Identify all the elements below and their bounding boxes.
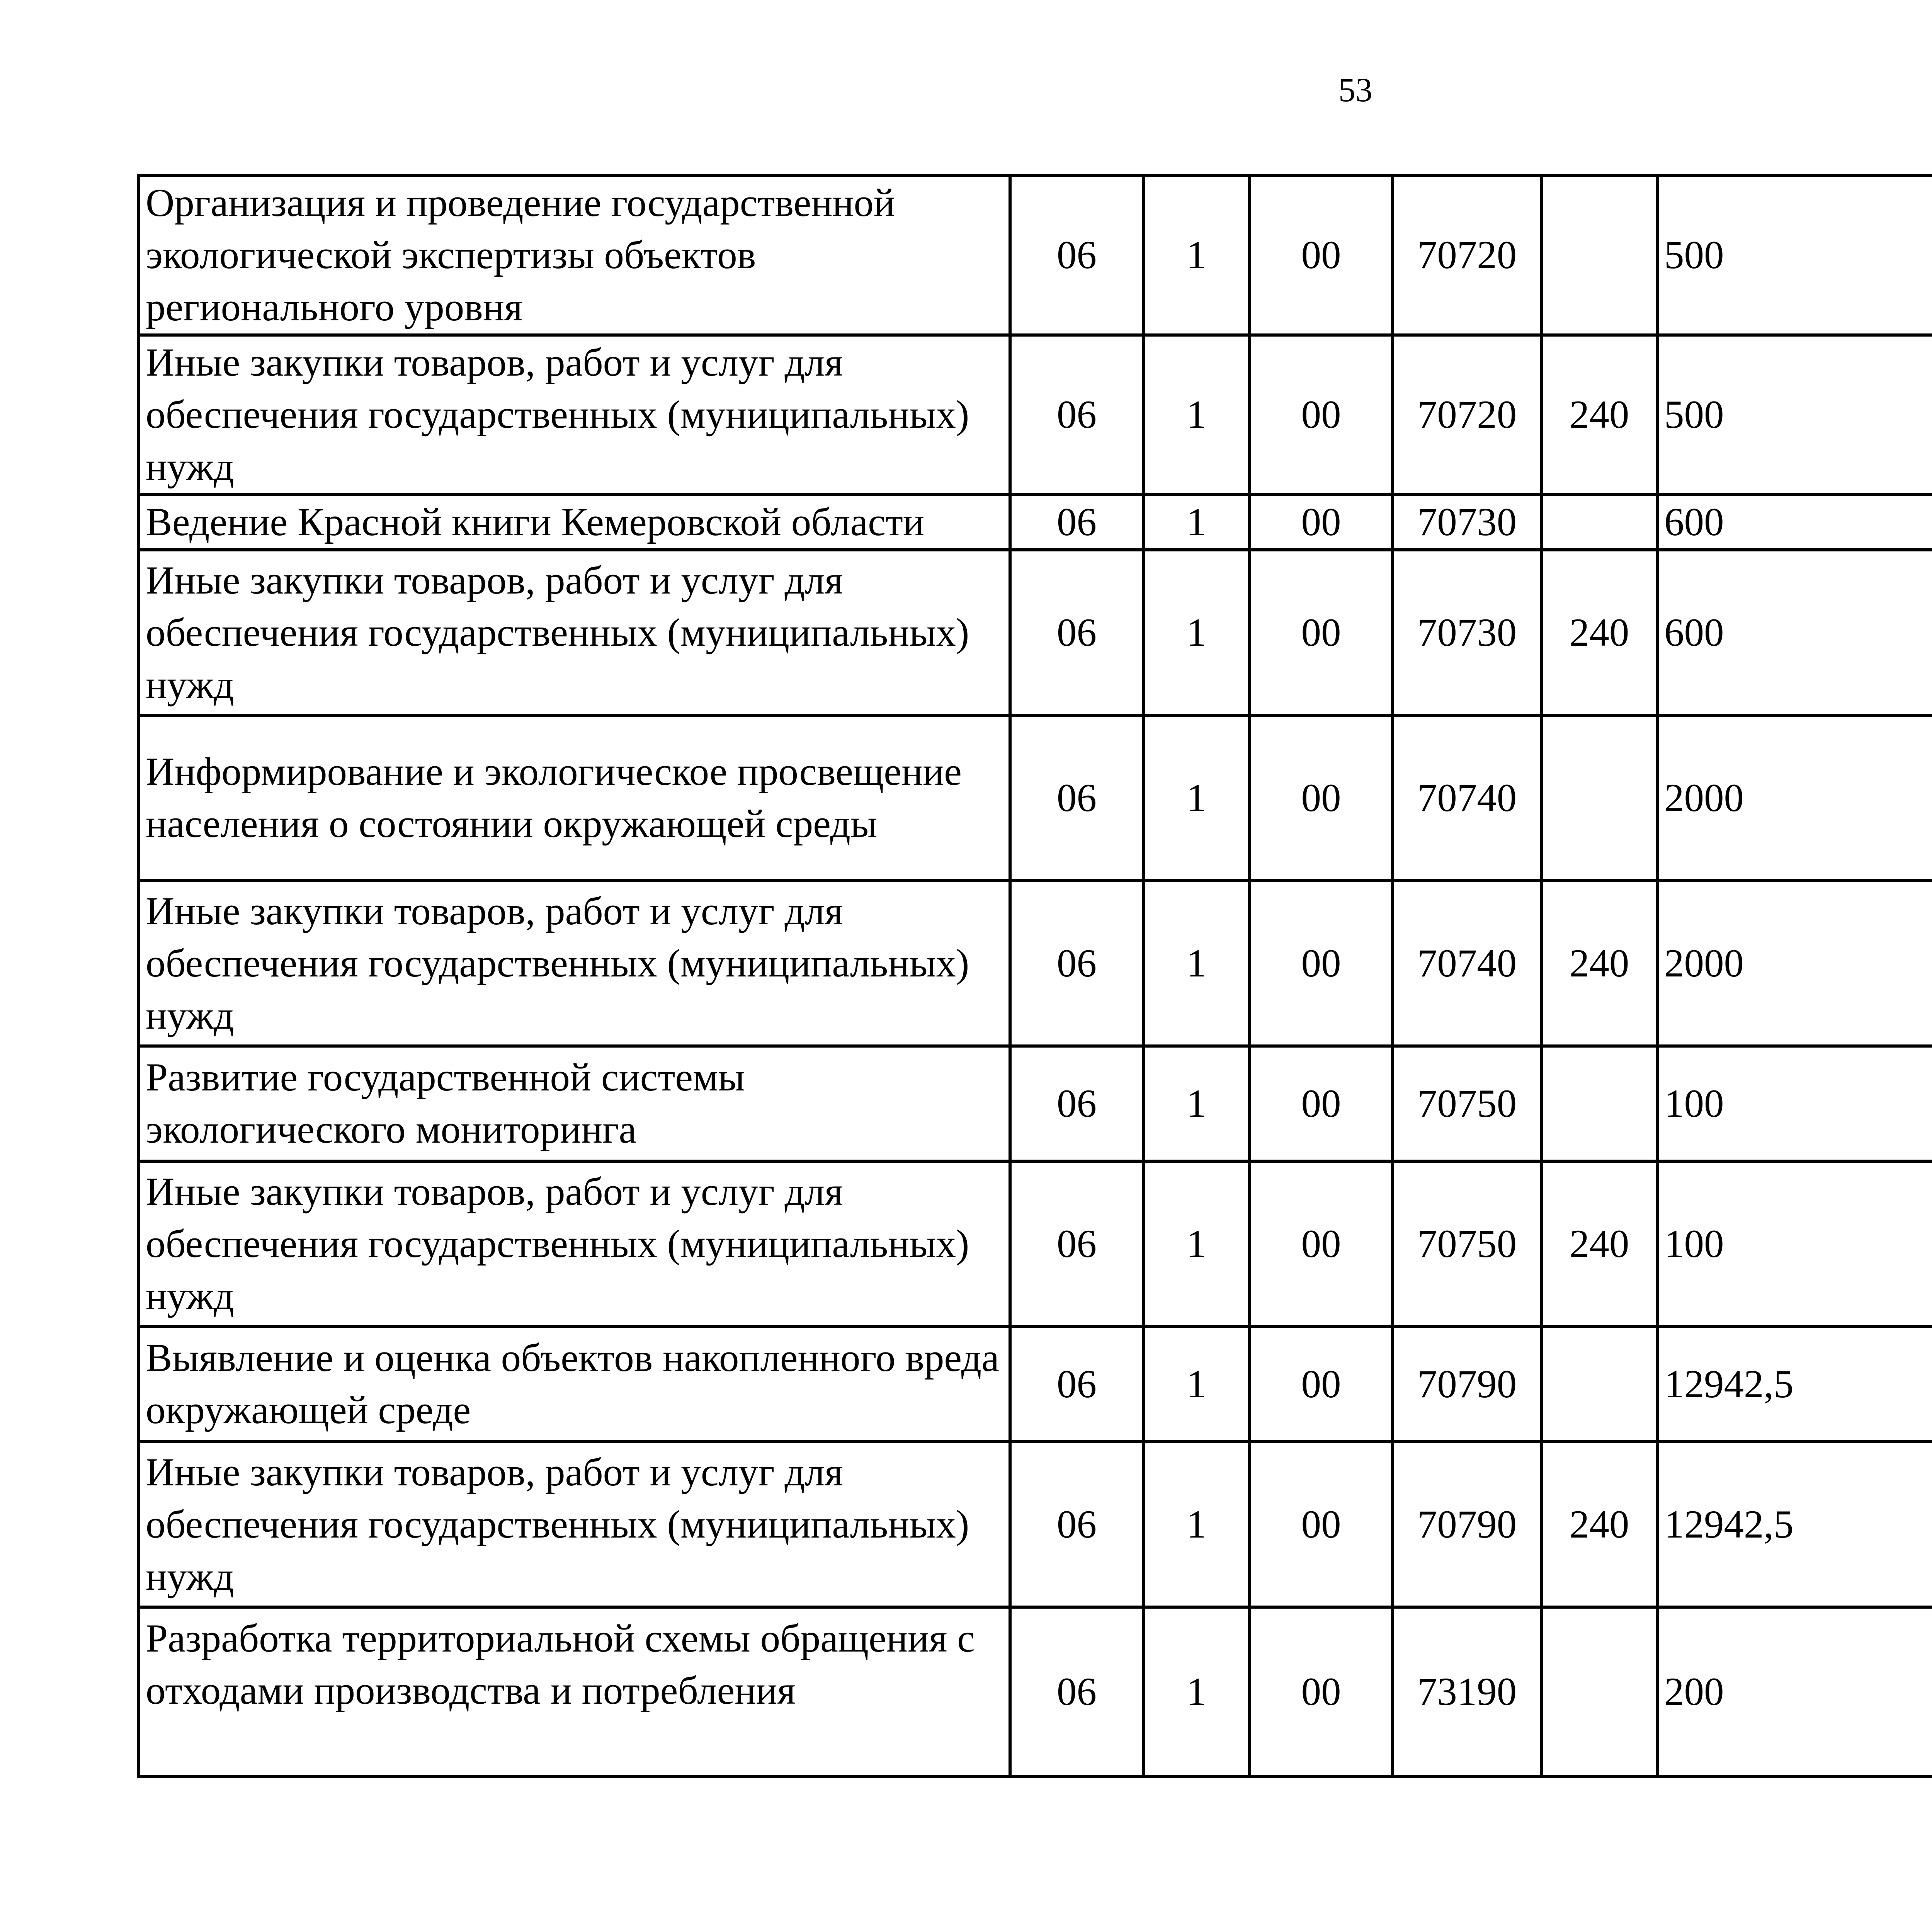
section-code: 06	[1010, 550, 1143, 715]
expense-type-code	[1541, 1607, 1657, 1776]
target-code: 70790	[1393, 1327, 1541, 1442]
row-name: Иные закупки товаров, работ и услуг для обеспечения государственных (муниципальных) нужд	[139, 881, 1010, 1046]
subprogram-code: 00	[1250, 1161, 1393, 1327]
row-name: Разработка территориальной схемы обращения с отходами производства и потребления	[139, 1607, 1010, 1776]
table-row	[139, 335, 1932, 495]
target-code: 73190	[1393, 1607, 1541, 1776]
target-code: 70740	[1393, 715, 1541, 881]
amount-year-1: 500	[1657, 335, 1932, 495]
section-code: 06	[1010, 1046, 1143, 1161]
expense-type-code	[1541, 1046, 1657, 1161]
subprogram-code: 00	[1250, 495, 1393, 550]
target-code: 70750	[1393, 1161, 1541, 1327]
section-code: 06	[1010, 1442, 1143, 1607]
expense-type-code: 240	[1541, 1161, 1657, 1327]
table-row	[139, 1046, 1932, 1161]
amount-year-1: 12942,5	[1657, 1442, 1932, 1607]
program-code: 1	[1143, 881, 1250, 1046]
table-row	[139, 1607, 1932, 1776]
target-code: 70720	[1393, 175, 1541, 335]
expense-type-code	[1541, 495, 1657, 550]
row-name: Организация и проведение государственной экологической экспертизы объектов регионального уровня	[139, 175, 1010, 335]
amount-year-1: 2000	[1657, 881, 1932, 1046]
section-code: 06	[1010, 1327, 1143, 1442]
subprogram-code: 00	[1250, 1442, 1393, 1607]
amount-year-1: 2000	[1657, 715, 1932, 881]
expense-type-code	[1541, 1327, 1657, 1442]
subprogram-code: 00	[1250, 335, 1393, 495]
section-code: 06	[1010, 335, 1143, 495]
program-code: 1	[1143, 715, 1250, 881]
subprogram-code: 00	[1250, 1327, 1393, 1442]
table-row	[139, 881, 1932, 1046]
target-code: 70730	[1393, 495, 1541, 550]
table-row	[139, 175, 1932, 335]
program-code: 1	[1143, 1046, 1250, 1161]
expense-type-code	[1541, 715, 1657, 881]
amount-year-1: 12942,5	[1657, 1327, 1932, 1442]
expense-type-code	[1541, 175, 1657, 335]
budget-table	[137, 174, 1932, 1778]
amount-year-1: 100	[1657, 1046, 1932, 1161]
expense-type-code: 240	[1541, 881, 1657, 1046]
amount-year-1: 600	[1657, 550, 1932, 715]
subprogram-code: 00	[1250, 1607, 1393, 1776]
program-code: 1	[1143, 1442, 1250, 1607]
table-row	[139, 495, 1932, 550]
section-code: 06	[1010, 715, 1143, 881]
program-code: 1	[1143, 175, 1250, 335]
section-code: 06	[1010, 1607, 1143, 1776]
table-row	[139, 715, 1932, 881]
row-name: Иные закупки товаров, работ и услуг для обеспечения государственных (муниципальных) нужд	[139, 335, 1010, 495]
expense-type-code: 240	[1541, 1442, 1657, 1607]
target-code: 70730	[1393, 550, 1541, 715]
program-code: 1	[1143, 1327, 1250, 1442]
section-code: 06	[1010, 495, 1143, 550]
section-code: 06	[1010, 175, 1143, 335]
expense-type-code: 240	[1541, 335, 1657, 495]
amount-year-1: 200	[1657, 1607, 1932, 1776]
amount-year-1: 100	[1657, 1161, 1932, 1327]
subprogram-code: 00	[1250, 550, 1393, 715]
row-name: Иные закупки товаров, работ и услуг для обеспечения государственных (муниципальных) нужд	[139, 1442, 1010, 1607]
program-code: 1	[1143, 1161, 1250, 1327]
program-code: 1	[1143, 335, 1250, 495]
subprogram-code: 00	[1250, 175, 1393, 335]
section-code: 06	[1010, 881, 1143, 1046]
amount-year-1: 500	[1657, 175, 1932, 335]
program-code: 1	[1143, 1607, 1250, 1776]
subprogram-code: 00	[1250, 881, 1393, 1046]
target-code: 70790	[1393, 1442, 1541, 1607]
program-code: 1	[1143, 550, 1250, 715]
table-row	[139, 550, 1932, 715]
target-code: 70750	[1393, 1046, 1541, 1161]
subprogram-code: 00	[1250, 715, 1393, 881]
row-name: Развитие государственной системы экологического мониторинга	[139, 1046, 1010, 1161]
table-row	[139, 1327, 1932, 1442]
table-row	[139, 1161, 1932, 1327]
table-row	[139, 1442, 1932, 1607]
row-name: Иные закупки товаров, работ и услуг для обеспечения государственных (муниципальных) нужд	[139, 1161, 1010, 1327]
target-code: 70720	[1393, 335, 1541, 495]
row-name: Иные закупки товаров, работ и услуг для обеспечения государственных (муниципальных) нужд	[139, 550, 1010, 715]
section-code: 06	[1010, 1161, 1143, 1327]
row-name: Ведение Красной книги Кемеровской области	[139, 495, 1010, 550]
target-code: 70740	[1393, 881, 1541, 1046]
subprogram-code: 00	[1250, 1046, 1393, 1161]
amount-year-1: 600	[1657, 495, 1932, 550]
row-name: Выявление и оценка объектов накопленного вреда окружающей среде	[139, 1327, 1010, 1442]
row-name: Информирование и экологическое просвещение населения о состоянии окружающей среды	[139, 715, 1010, 881]
page-number: 53	[1338, 71, 1372, 109]
expense-type-code: 240	[1541, 550, 1657, 715]
program-code: 1	[1143, 495, 1250, 550]
